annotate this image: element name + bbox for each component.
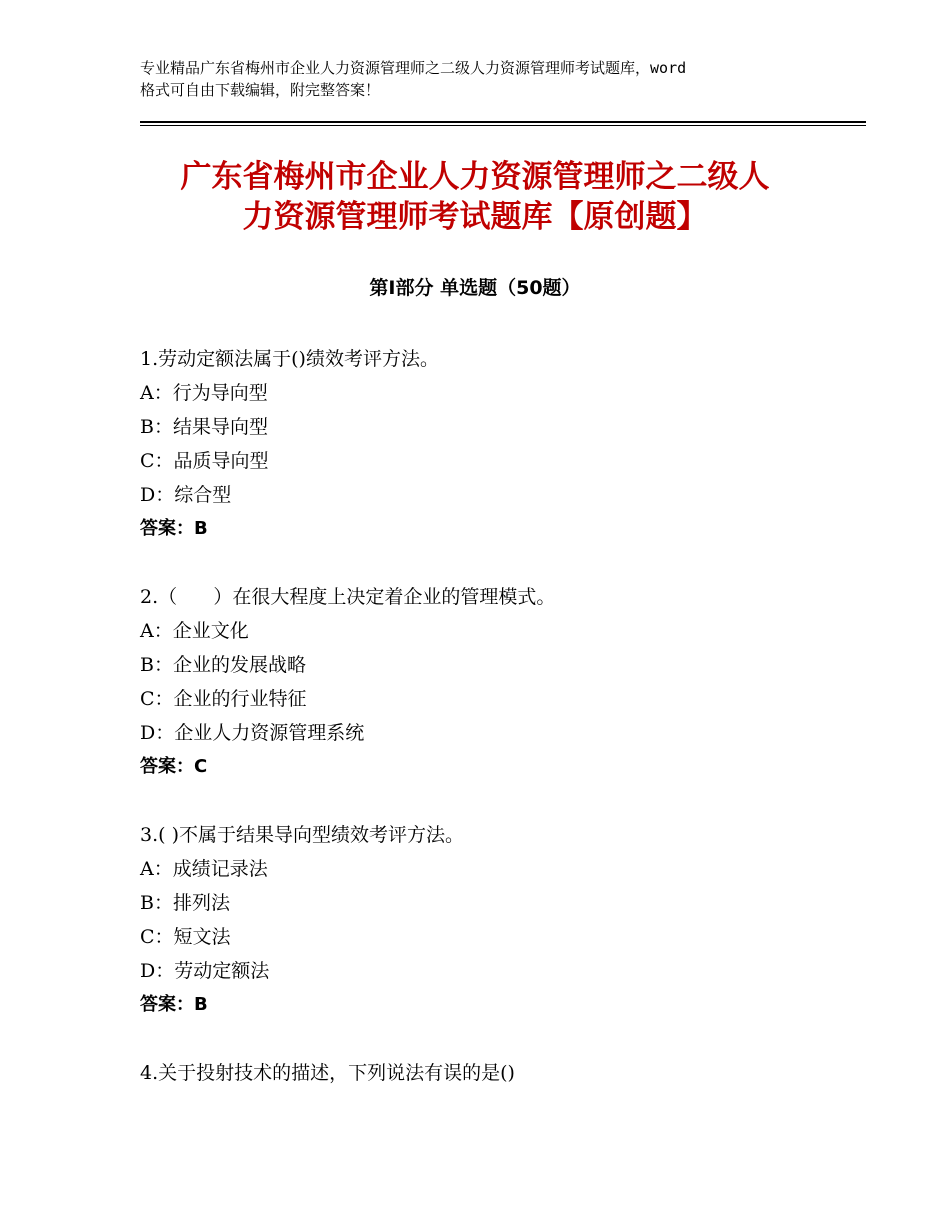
header-rule-thick bbox=[140, 121, 866, 123]
question-3 bbox=[140, 818, 840, 1022]
question-1 bbox=[140, 342, 840, 546]
question-stem: 4.关于投射技术的描述，下列说法有误的是() bbox=[140, 1062, 515, 1084]
question-stem: 2.（ ）在很大程度上决定着企业的管理模式。 bbox=[140, 586, 556, 608]
question-4 bbox=[140, 1056, 840, 1090]
answer: 答案：B bbox=[140, 518, 208, 539]
document-title-line-1: 广东省梅州市企业人力资源管理师之二级人 bbox=[180, 159, 770, 195]
header-note-line-2: 格式可自由下载编辑，附完整答案！ bbox=[140, 81, 381, 99]
option-c: C：企业的行业特征 bbox=[140, 688, 307, 710]
option-b: B：企业的发展战略 bbox=[140, 654, 306, 676]
header-note-line-1: 专业精品广东省梅州市企业人力资源管理师之二级人力资源管理师考试题库，word bbox=[140, 59, 687, 77]
option-a: A：成绩记录法 bbox=[140, 858, 268, 880]
option-c: C：短文法 bbox=[140, 926, 231, 948]
section-title: 第Ⅰ部分 单选题（50题） bbox=[369, 277, 581, 299]
document-title bbox=[140, 157, 810, 237]
option-a: A：行为导向型 bbox=[140, 382, 268, 404]
document-title-line-2: 力资源管理师考试题库【原创题】 bbox=[242, 199, 708, 235]
option-d: D：劳动定额法 bbox=[140, 960, 270, 982]
option-c: C：品质导向型 bbox=[140, 450, 269, 472]
header-rule-thin bbox=[140, 125, 866, 126]
option-a: A：企业文化 bbox=[140, 620, 249, 642]
answer: 答案：C bbox=[140, 756, 208, 777]
answer: 答案：B bbox=[140, 994, 208, 1015]
option-b: B：排列法 bbox=[140, 892, 230, 914]
question-2 bbox=[140, 580, 840, 784]
option-b: B：结果导向型 bbox=[140, 416, 268, 438]
option-d: D：综合型 bbox=[140, 484, 232, 506]
option-d: D：企业人力资源管理系统 bbox=[140, 722, 365, 744]
question-list bbox=[140, 342, 840, 1124]
question-stem: 3.( )不属于结果导向型绩效考评方法。 bbox=[140, 824, 464, 846]
question-stem: 1.劳动定额法属于()绩效考评方法。 bbox=[140, 348, 439, 370]
header-note bbox=[140, 57, 840, 101]
